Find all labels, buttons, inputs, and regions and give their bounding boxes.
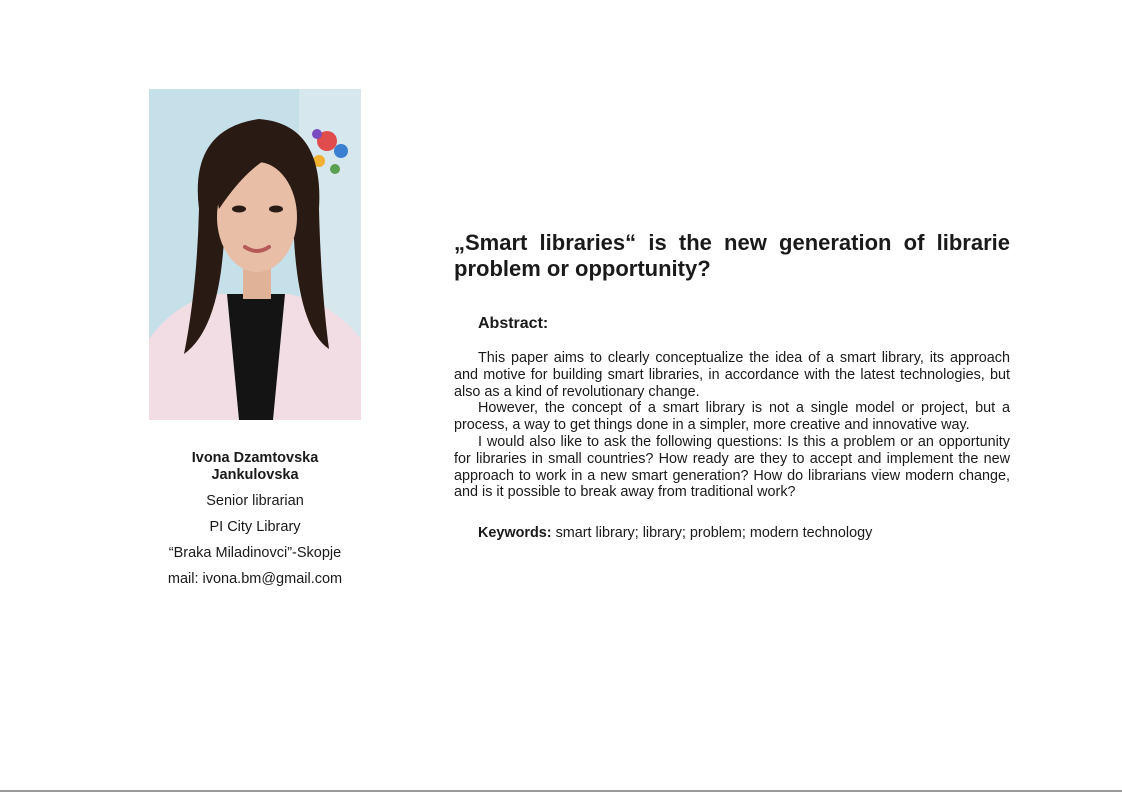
abstract-paragraph-1: This paper aims to clearly conceptualize the idea of a smart library, its approach and motive for building smart libraries, in accordance with the latest technologies, but also as a kind of revolutionary change. <box>454 350 1010 400</box>
paper-title: „Smart libraries“ is the new generation of librarie problem or opportunity? <box>454 230 1010 281</box>
abstract-paragraph-2: However, the concept of a smart library is not a single model or project, but a process, a way to get things done in a simpler, more creative and innovative way. <box>454 400 1010 434</box>
keywords-label: Keywords: <box>478 525 552 541</box>
abstract-paragraph-3: I would also like to ask the following questions: Is this a problem or an opportunity for libraries in small countries? How ready are they to accept and implement the new approach to work in a new smart generation? How do librarians view modern change, and is it possible to break away from traditional work? <box>454 433 1010 501</box>
author-institution-name: “Braka Miladinovci”-Skopje <box>168 545 342 561</box>
author-name-line1: Ivona Dzamtovska <box>191 450 319 466</box>
author-institution: PI City Library <box>209 519 301 535</box>
author-position: Senior librarian <box>206 493 304 509</box>
author-photo <box>149 89 361 420</box>
author-name-line2: Jankulovska <box>211 467 299 483</box>
author-info <box>140 450 370 597</box>
abstract-heading: Abstract: <box>478 315 549 332</box>
abstract-body <box>454 350 1010 501</box>
keywords <box>478 525 872 541</box>
author-name <box>140 450 370 484</box>
author-email: mail: ivona.bm@gmail.com <box>167 571 343 587</box>
keywords-text: smart library; library; problem; modern technology <box>555 525 873 541</box>
